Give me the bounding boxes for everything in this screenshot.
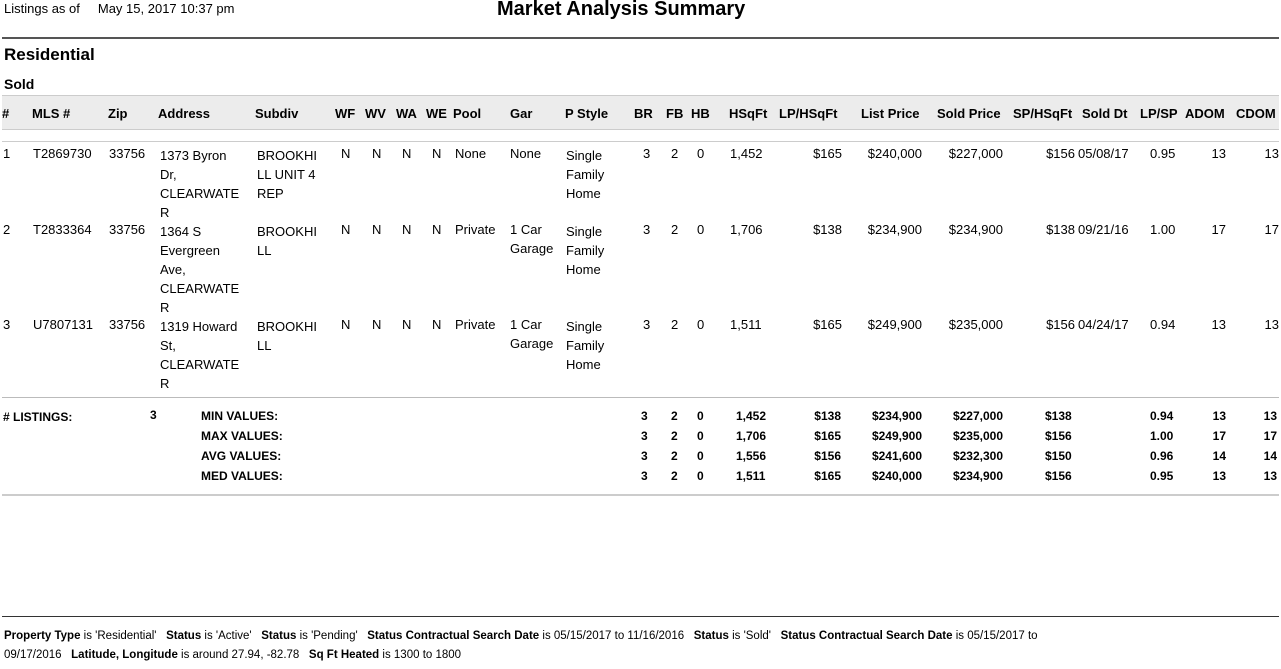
waterview-flag: N [372, 146, 382, 161]
criteria-key: Property Type [4, 630, 81, 642]
waterview-flag: N [372, 222, 382, 237]
property-style-line: Home [566, 186, 601, 201]
column-header: Pool [453, 106, 482, 121]
half-baths: 0 [697, 317, 705, 332]
waterview-flag: N [372, 317, 382, 332]
list-price-per-sqft: $138 [813, 222, 842, 237]
summary-list-price: $241,600 [871, 449, 922, 463]
address-line: 1364 S [160, 224, 202, 239]
summary-heated-sqft: 1,511 [736, 469, 766, 483]
column-header: Sold Price [937, 106, 1001, 121]
summary-label: MIN VALUES: [201, 409, 279, 423]
summary-bedrooms: 3 [641, 429, 648, 443]
summary-list-price: $240,000 [871, 469, 922, 483]
criteria-value: is 05/15/2017 to 11/16/2016 [539, 630, 685, 642]
summary-adom: 14 [1212, 449, 1226, 463]
column-header: # [2, 106, 10, 121]
address-line: Evergreen [160, 243, 220, 258]
criteria-item [694, 630, 771, 642]
summary-bedrooms: 3 [641, 409, 648, 423]
pool: Private [455, 222, 496, 237]
summary-half-baths: 0 [697, 469, 704, 483]
summary-lp-sp-ratio: 0.96 [1150, 449, 1174, 463]
address-line: 1373 Byron [160, 148, 227, 163]
list-price-per-sqft: $165 [813, 146, 842, 161]
half-baths: 0 [697, 146, 705, 161]
property-style-line: Home [566, 262, 601, 277]
adom: 13 [1211, 317, 1226, 332]
criteria-item [71, 649, 299, 661]
heated-sqft: 1,511 [730, 317, 762, 332]
adom: 17 [1211, 222, 1226, 237]
sold-price: $234,900 [948, 222, 1003, 237]
criteria-value: is 1300 to 1800 [379, 649, 462, 661]
heated-sqft: 1,706 [730, 222, 763, 237]
summary-full-baths: 2 [671, 449, 678, 463]
summary-cdom: 17 [1263, 429, 1277, 443]
criteria-key: Status [261, 630, 297, 642]
summary-sp-per-sqft: $156 [1045, 469, 1072, 483]
zip-code: 33756 [109, 317, 146, 332]
sold-price-per-sqft: $138 [1046, 222, 1075, 237]
row-number: 2 [3, 222, 11, 237]
full-baths: 2 [671, 222, 679, 237]
garage-line: Garage [510, 241, 554, 256]
summary-sp-per-sqft: $138 [1045, 409, 1072, 423]
summary-full-baths: 2 [671, 429, 678, 443]
sold-price-per-sqft: $156 [1046, 146, 1075, 161]
garage-line: 1 Car [510, 317, 542, 332]
garage-line: 1 Car [510, 222, 542, 237]
list-price: $234,900 [867, 222, 922, 237]
summary-lp-sp-ratio: 0.94 [1150, 409, 1174, 423]
property-style-line: Family [566, 243, 605, 258]
garage-line: Garage [510, 336, 554, 351]
list-price-per-sqft: $165 [813, 317, 842, 332]
sold-price-per-sqft: $156 [1046, 317, 1075, 332]
subdivision-line: LL [257, 338, 272, 353]
column-header: Zip [108, 106, 128, 121]
summary-full-baths: 2 [671, 469, 678, 483]
subdivision-line: REP [257, 186, 284, 201]
sold-date: 09/21/16 [1078, 222, 1129, 237]
address-line: R [160, 376, 170, 391]
column-header: FB [666, 106, 684, 121]
property-style-line: Single [566, 148, 603, 163]
criteria-key: Status [693, 630, 729, 642]
summary-label: AVG VALUES: [201, 449, 282, 463]
summary-cdom: 13 [1263, 469, 1277, 483]
criteria-item [4, 630, 156, 642]
address-line: Dr, [160, 167, 177, 182]
footer-divider [2, 616, 1279, 617]
sold-price: $227,000 [948, 146, 1003, 161]
summary-lp-per-sqft: $138 [814, 409, 841, 423]
property-style-line: Family [566, 167, 605, 182]
criteria-value: is around 27.94, -82.78 [177, 649, 300, 661]
column-header: ADOM [1185, 106, 1225, 121]
full-baths: 2 [671, 317, 679, 332]
sold-date: 05/08/17 [1078, 146, 1129, 161]
page-title: Market Analysis Summary [497, 0, 746, 20]
summary-label: MED VALUES: [201, 469, 283, 483]
criteria-value: is 'Active' [201, 630, 252, 642]
summary-heated-sqft: 1,556 [736, 449, 767, 463]
subdivision-line: LL UNIT 4 [257, 167, 316, 182]
summary-bedrooms: 3 [641, 469, 648, 483]
full-baths: 2 [671, 146, 679, 161]
column-header: WE [426, 106, 447, 121]
list-price: $240,000 [867, 146, 922, 161]
criteria-key: Status [166, 630, 202, 642]
criteria-key: Status Contractual Search Date [780, 630, 953, 642]
wateraccess-flag: N [402, 146, 412, 161]
summary-sold-price: $235,000 [952, 429, 1003, 443]
column-header: List Price [861, 106, 920, 121]
column-header-row [2, 95, 1279, 130]
address-line: 1319 Howard [160, 319, 238, 334]
criteria-key: Sq Ft Heated [308, 649, 380, 661]
criteria-value: is 05/15/2017 to 09/17/2016 [4, 630, 1038, 661]
summary-bedrooms: 3 [641, 449, 648, 463]
pool: None [455, 146, 487, 161]
list-to-sold-ratio: 0.95 [1150, 146, 1176, 161]
column-header: BR [634, 106, 653, 121]
column-header: Address [158, 106, 211, 121]
list-price: $249,900 [867, 317, 922, 332]
summary-lp-per-sqft: $156 [814, 449, 841, 463]
waterfront-flag: N [341, 146, 351, 161]
subdivision-line: BROOKHI [257, 148, 317, 163]
property-style-line: Single [566, 319, 603, 334]
summary-cdom: 13 [1263, 409, 1277, 423]
summary-heated-sqft: 1,706 [736, 429, 767, 443]
criteria-key: Latitude, Longitude [71, 649, 178, 661]
summary-sold-price: $234,900 [952, 469, 1003, 483]
address-line: R [160, 300, 170, 315]
section-title: Residential [4, 45, 95, 64]
summary-bottom-divider [2, 494, 1279, 496]
wateraccess-flag: N [402, 317, 412, 332]
cdom: 17 [1264, 222, 1279, 237]
listings-count: 3 [150, 408, 157, 422]
address-line: R [160, 205, 170, 220]
zip-code: 33756 [109, 222, 146, 237]
column-header: HB [691, 106, 710, 121]
pool: Private [455, 317, 496, 332]
column-header: CDOM [1236, 106, 1276, 121]
row-number: 3 [3, 317, 11, 332]
summary-half-baths: 0 [697, 449, 704, 463]
adom: 13 [1211, 146, 1226, 161]
subdivision-line: LL [257, 243, 272, 258]
column-header: MLS # [32, 106, 71, 121]
criteria-key: Status Contractual Search Date [367, 630, 540, 642]
address-line: CLEARWATE [160, 186, 240, 201]
summary-label: MAX VALUES: [201, 429, 283, 443]
mls-number: T2833364 [33, 222, 92, 237]
summary-cdom: 14 [1263, 449, 1277, 463]
summary-heated-sqft: 1,452 [736, 409, 767, 423]
summary-lp-per-sqft: $165 [814, 469, 841, 483]
property-style-line: Home [566, 357, 601, 372]
criteria-item [309, 649, 461, 661]
summary-sold-price: $227,000 [952, 409, 1003, 423]
column-header: P Style [565, 106, 609, 121]
top-divider [2, 37, 1279, 39]
column-header: WV [365, 106, 386, 121]
criteria-item [367, 630, 684, 642]
summary-sp-per-sqft: $156 [1045, 429, 1072, 443]
sold-date: 04/24/17 [1078, 317, 1129, 332]
criteria-value: is 'Pending' [296, 630, 358, 642]
cdom: 13 [1264, 146, 1279, 161]
column-header: Subdiv [255, 106, 299, 121]
summary-lp-sp-ratio: 0.95 [1150, 469, 1174, 483]
waterfront-flag: N [341, 317, 351, 332]
waterextras-flag: N [432, 222, 442, 237]
address-line: Ave, [160, 262, 186, 277]
search-criteria-footer [4, 627, 1104, 665]
subdivision-line: BROOKHI [257, 319, 317, 334]
address-line: CLEARWATE [160, 281, 240, 296]
column-header: Gar [510, 106, 533, 121]
summary-lp-per-sqft: $165 [814, 429, 841, 443]
list-to-sold-ratio: 1.00 [1150, 222, 1176, 237]
property-style-line: Single [566, 224, 603, 239]
row-number: 1 [3, 146, 11, 161]
half-baths: 0 [697, 222, 705, 237]
garage-line: None [510, 146, 542, 161]
mls-number: T2869730 [33, 146, 92, 161]
summary-list-price: $234,900 [871, 409, 922, 423]
column-header: WF [335, 106, 356, 121]
header-divider [2, 141, 1279, 142]
column-header: Sold Dt [1082, 106, 1128, 121]
summary-sp-per-sqft: $150 [1045, 449, 1072, 463]
column-header: LP/SP [1140, 106, 1178, 121]
waterfront-flag: N [341, 222, 351, 237]
subsection-title: Sold [4, 76, 35, 92]
bedrooms: 3 [643, 146, 651, 161]
criteria-item [166, 630, 252, 642]
listings-date: May 15, 2017 10:37 pm [97, 1, 235, 16]
summary-adom: 17 [1212, 429, 1226, 443]
listings-count-label: # LISTINGS: [3, 410, 73, 424]
bedrooms: 3 [643, 222, 651, 237]
sold-price: $235,000 [948, 317, 1003, 332]
heated-sqft: 1,452 [730, 146, 763, 161]
column-header: LP/HSqFt [779, 106, 838, 121]
wateraccess-flag: N [402, 222, 412, 237]
list-to-sold-ratio: 0.94 [1150, 317, 1176, 332]
summary-sold-price: $232,300 [952, 449, 1003, 463]
summary-half-baths: 0 [697, 409, 704, 423]
bedrooms: 3 [643, 317, 651, 332]
summary-adom: 13 [1212, 409, 1226, 423]
summary-full-baths: 2 [671, 409, 678, 423]
criteria-item [261, 630, 357, 642]
criteria-value: is 'Sold' [728, 630, 771, 642]
summary-adom: 13 [1212, 469, 1226, 483]
address-line: St, [160, 338, 176, 353]
listings-as-of-label: Listings as of [4, 1, 80, 16]
column-header: WA [396, 106, 417, 121]
summary-lp-sp-ratio: 1.00 [1150, 429, 1174, 443]
column-header: HSqFt [729, 106, 768, 121]
summary-list-price: $249,900 [871, 429, 922, 443]
mls-number: U7807131 [33, 317, 93, 332]
subdivision-line: BROOKHI [257, 224, 317, 239]
cdom: 13 [1264, 317, 1279, 332]
criteria-value: is 'Residential' [80, 630, 157, 642]
summary-half-baths: 0 [697, 429, 704, 443]
address-line: CLEARWATE [160, 357, 240, 372]
waterextras-flag: N [432, 146, 442, 161]
column-header: SP/HSqFt [1013, 106, 1073, 121]
header-left [4, 1, 234, 16]
waterextras-flag: N [432, 317, 442, 332]
summary-divider [2, 397, 1279, 398]
zip-code: 33756 [109, 146, 146, 161]
property-style-line: Family [566, 338, 605, 353]
